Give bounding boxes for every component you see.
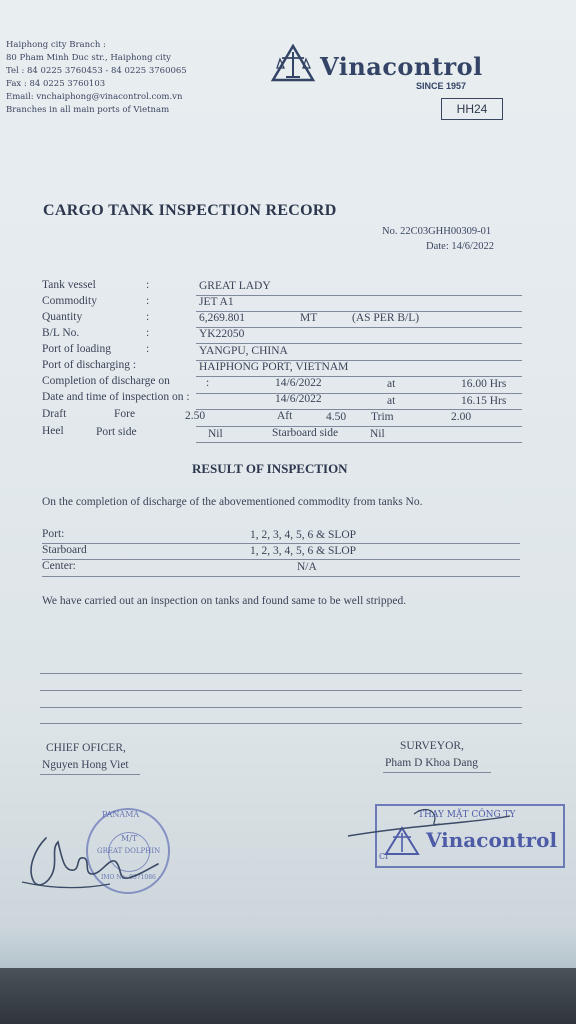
result-center-value: N/A xyxy=(297,561,317,573)
completion-label: Completion of discharge on xyxy=(42,375,170,387)
surveyor-name: Pham D Khoa Dang xyxy=(385,757,478,769)
company-stamp-top: THAY MẶT CÔNG TY xyxy=(418,810,516,820)
tank-vessel-value: GREAT LADY xyxy=(199,280,271,292)
port-side-label: Port side xyxy=(96,426,137,438)
result-starboard-value: 1, 2, 3, 4, 5, 6 & SLOP xyxy=(250,545,357,557)
document-title: CARGO TANK INSPECTION RECORD xyxy=(43,202,337,219)
port-loading-value: YANGPU, CHINA xyxy=(199,345,288,357)
underline xyxy=(196,327,522,328)
ship-stamp-imo: IMO No: 9371086 xyxy=(101,874,156,881)
surveyor-title: SURVEYOR, xyxy=(400,740,464,752)
branches-note: Branches in all main ports of Vietnam xyxy=(6,105,170,115)
starboard-side-value: Nil xyxy=(370,428,385,440)
colon: : xyxy=(146,343,150,355)
blank-line xyxy=(40,690,522,691)
starboard-side-label: Starboard side xyxy=(272,427,339,439)
signature-underline xyxy=(383,772,491,773)
ship-stamp-country: PANAMA xyxy=(102,810,140,819)
aft-label: Aft xyxy=(277,410,293,422)
tank-vessel-label: Tank vessel xyxy=(42,279,96,291)
colon: : xyxy=(146,295,150,307)
branch-tel: Tel : 84 0225 3760453 - 84 0225 3760065 xyxy=(6,66,187,76)
quantity-value: 6,269.801 xyxy=(199,312,245,324)
trim-value: 2.00 xyxy=(451,411,472,423)
ship-stamp-name: GREAT DOLPHIN xyxy=(97,847,161,855)
completion-time: 16.00 Hrs xyxy=(461,378,507,390)
underline xyxy=(196,442,522,443)
bl-no-label: B/L No. xyxy=(42,327,80,339)
underline xyxy=(42,543,520,544)
result-port-value: 1, 2, 3, 4, 5, 6 & SLOP xyxy=(250,529,357,541)
fore-value: 2.50 xyxy=(185,410,206,422)
since-label: SINCE 1957 xyxy=(416,81,467,91)
result-intro: On the completion of discharge of the abovementioned commodity from tanks No. xyxy=(42,496,423,508)
aft-value: 4.50 xyxy=(326,411,347,423)
surveyor-signature xyxy=(344,804,514,849)
underline xyxy=(196,295,522,296)
commodity-value: JET A1 xyxy=(199,296,234,308)
desk-surface xyxy=(0,968,576,1024)
blank-line xyxy=(40,723,522,724)
underline xyxy=(196,409,522,410)
underline xyxy=(42,576,520,577)
bl-no-value: YK22050 xyxy=(199,328,245,340)
underline xyxy=(196,376,522,377)
completion-at: at xyxy=(387,378,396,390)
result-statement: We have carried out an inspection on tanks and found same to be well stripped. xyxy=(42,595,407,607)
port-discharging-value: HAIPHONG PORT, VIETNAM xyxy=(199,361,349,373)
inspection-date: 14/6/2022 xyxy=(275,393,322,405)
underline xyxy=(42,559,520,560)
trim-label: Trim xyxy=(371,411,394,423)
chief-officer-name: Nguyen Hong Viet xyxy=(42,759,129,771)
port-loading-label: Port of loading xyxy=(42,343,111,355)
company-stamp-name: Vinacontrol xyxy=(426,828,558,852)
commodity-label: Commodity xyxy=(42,295,97,307)
completion-date: 14/6/2022 xyxy=(275,377,322,389)
colon: : xyxy=(206,377,210,389)
port-side-value: Nil xyxy=(208,428,223,440)
result-center-label: Center: xyxy=(42,560,76,572)
fore-label: Fore xyxy=(114,408,136,420)
quantity-label: Quantity xyxy=(42,311,83,323)
branch-fax: Fax : 84 0225 3760103 xyxy=(6,79,106,89)
blank-line xyxy=(40,673,522,674)
colon: : xyxy=(146,311,150,323)
colon: : xyxy=(146,279,150,291)
company-stamp-corner: CI xyxy=(379,852,389,861)
ship-stamp-type: M/T xyxy=(121,834,138,843)
result-port-label: Port: xyxy=(42,528,65,540)
quantity-unit: MT xyxy=(300,312,318,324)
port-discharging-label: Port of discharging : xyxy=(42,359,137,371)
result-heading: RESULT OF INSPECTION xyxy=(192,461,348,476)
document-number: No. 22C03GHH00309-01 xyxy=(382,226,492,237)
branch-address: 80 Pham Minh Duc str., Haiphong city xyxy=(6,53,171,63)
form-code-box: HH24 xyxy=(441,98,503,120)
blank-line xyxy=(40,707,522,708)
paper-bottom-edge xyxy=(0,928,576,968)
heel-label: Heel xyxy=(42,425,64,437)
signature-underline xyxy=(40,774,140,775)
result-starboard-label: Starboard xyxy=(42,544,87,556)
vinacontrol-logo-icon xyxy=(270,44,316,89)
document-date: Date: 14/6/2022 xyxy=(426,241,494,252)
underline xyxy=(196,343,522,344)
logo-text: Vinacontrol xyxy=(320,52,483,81)
inspection-time-label: Date and time of inspection on : xyxy=(42,391,190,403)
underline xyxy=(196,393,522,394)
quantity-note: (AS PER B/L) xyxy=(352,312,420,324)
branch-email: Email: vnchaiphong@vinacontrol.com.vn xyxy=(6,92,183,102)
draft-label: Draft xyxy=(42,408,67,420)
chief-officer-title: CHIEF OFICER, xyxy=(46,742,126,754)
colon: : xyxy=(146,327,150,339)
inspection-at: at xyxy=(387,395,396,407)
underline xyxy=(196,426,522,427)
branch-title: Haiphong city Branch : xyxy=(6,40,106,50)
chief-officer-signature xyxy=(18,818,168,903)
inspection-time: 16.15 Hrs xyxy=(461,395,507,407)
